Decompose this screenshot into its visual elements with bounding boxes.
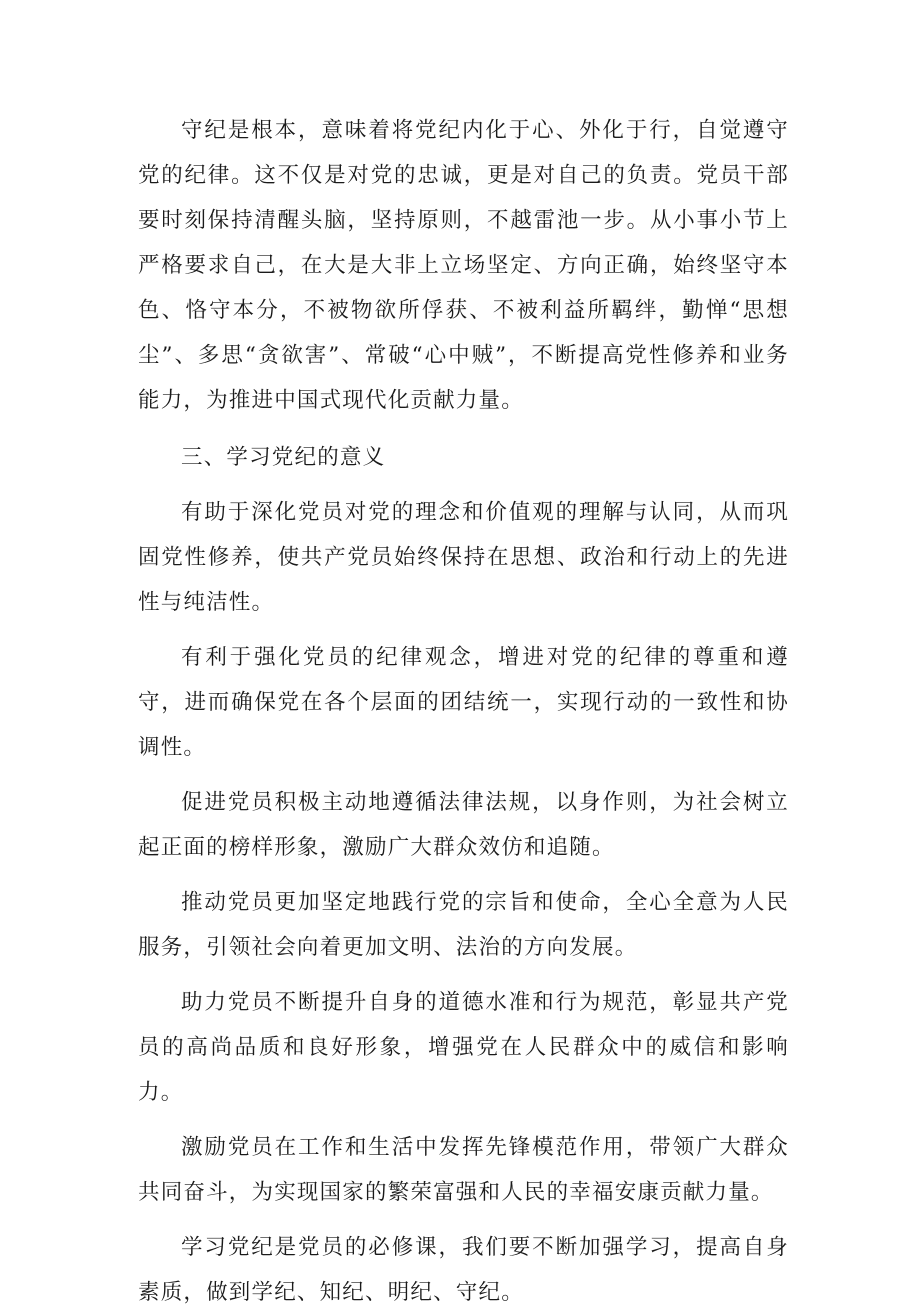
document-body [138,108,789,1315]
paragraph-meaning-2: 有利于强化党员的纪律观念，增进对党的纪律的尊重和遵守，进而确保党在各个层面的团结统一，实现行动的一致性和协调性。 [138,645,789,760]
paragraph-meaning-5: 助力党员不断提升自身的道德水准和行为规范，彰显共产党员的高尚品质和良好形象，增强党在人民群众中的威信和影响力。 [138,990,789,1105]
paragraph-conclusion: 学习党纪是党员的必修课，我们要不断加强学习，提高自身素质，做到学纪、知纪、明纪、守纪。 [138,1235,789,1305]
paragraph-meaning-4: 推动党员更加坚定地践行党的宗旨和使命，全心全意为人民服务，引领社会向着更加文明、法治的方向发展。 [138,890,789,960]
paragraph-meaning-1: 有助于深化党员对党的理念和价值观的理解与认同，从而巩固党性修养，使共产党员始终保持在思想、政治和行动上的先进性与纯洁性。 [138,500,789,615]
paragraph-meaning-3: 促进党员积极主动地遵循法律法规，以身作则，为社会树立起正面的榜样形象，激励广大群众效仿和追随。 [138,790,789,860]
paragraph-meaning-6: 激励党员在工作和生活中发挥先锋模范作用，带领广大群众共同奋斗，为实现国家的繁荣富强和人民的幸福安康贡献力量。 [138,1135,789,1205]
section-heading: 三、学习党纪的意义 [181,445,386,470]
paragraph-discipline-root: 守纪是根本，意味着将党纪内化于心、外化于行，自觉遵守党的纪律。这不仅是对党的忠诚，更是对自己的负责。党员干部要时刻保持清醒头脑，坚持原则，不越雷池一步。从小事小节上严格要求自己，在大是大非上立场坚定、方向正确，始终坚守本色、恪守本分，不被物欲所俘获、不被利益所羁绊，勤惮“思想尘”、多思“贪欲害”、常破“心中贼”，不断提高党性修养和业务能力，为推进中国式现代化贡献力量。 [138,118,789,413]
